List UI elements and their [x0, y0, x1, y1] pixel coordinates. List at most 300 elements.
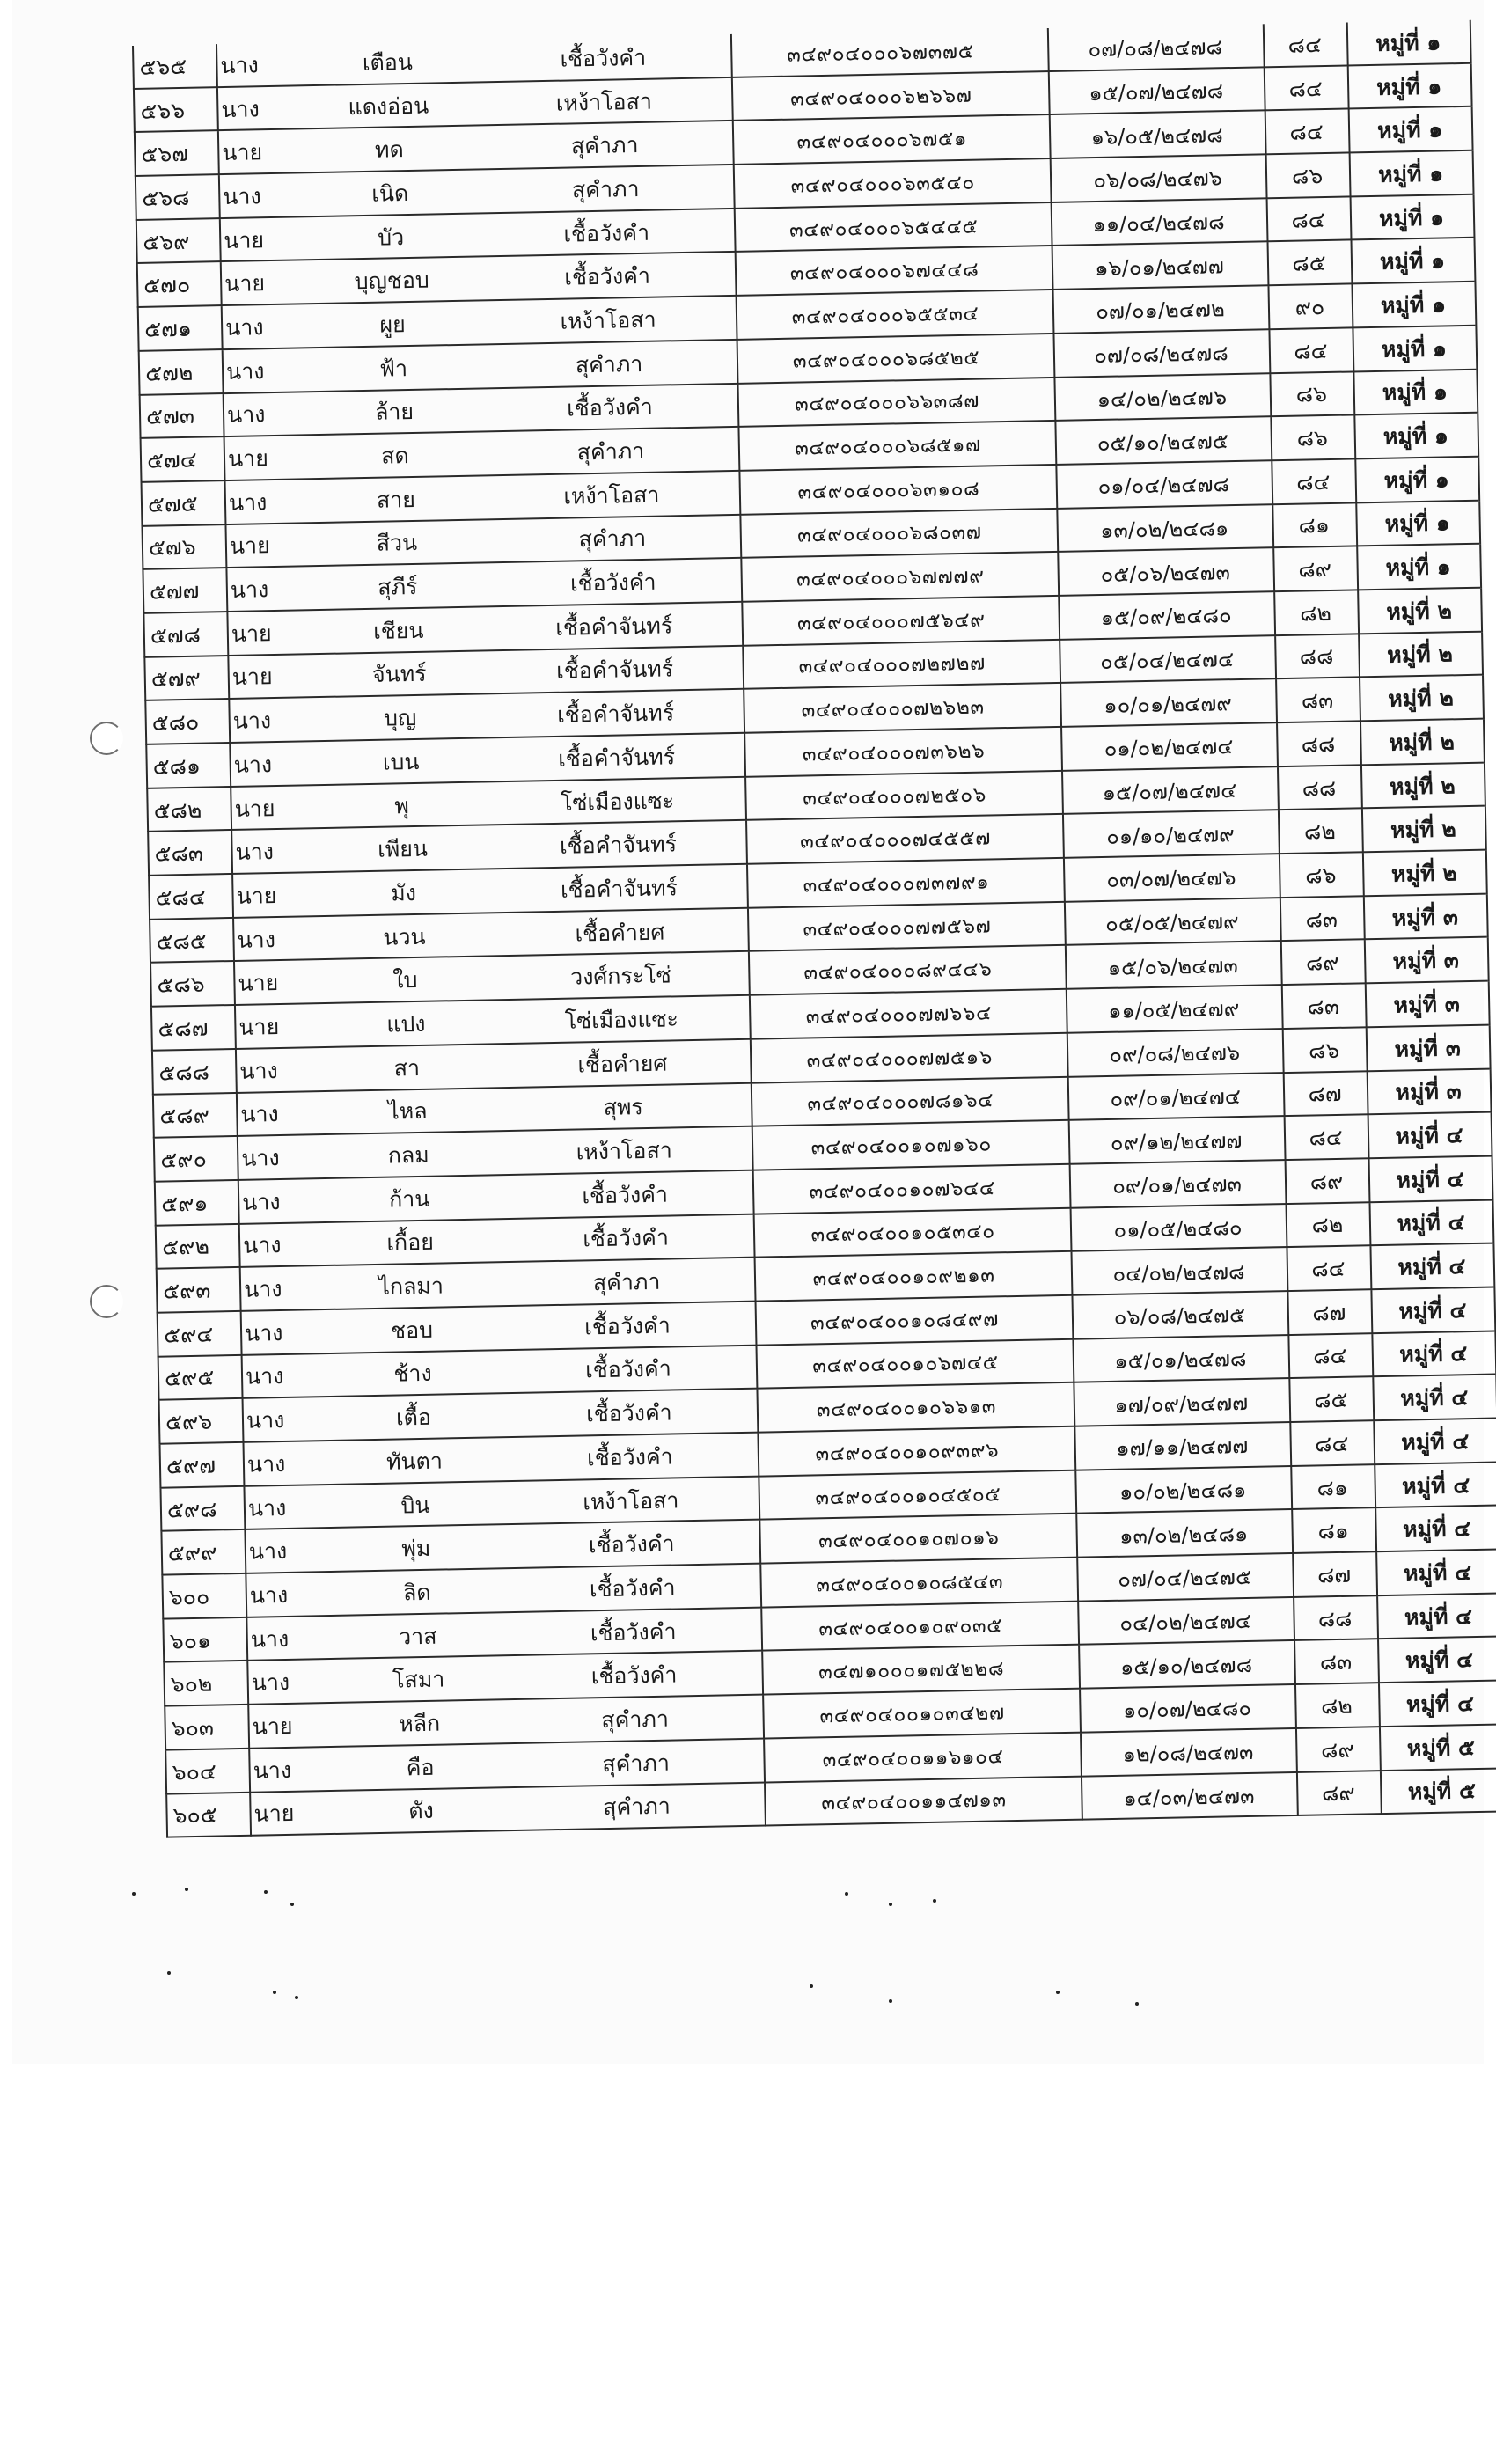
village-cell: หมู่ที่ ๒: [1387, 685, 1455, 712]
first-name-cell: ช้าง: [393, 1360, 432, 1388]
first-name-cell: ลิด: [402, 1579, 431, 1606]
last-name-cell: สุคำภา: [602, 1793, 671, 1821]
column-rule: [235, 1050, 238, 1094]
column-rule: [1486, 894, 1489, 938]
column-rule: [160, 1532, 163, 1576]
title-cell: นาง: [241, 1145, 280, 1171]
last-name-cell: เชื้อคำจันทร์: [560, 875, 678, 903]
column-rule: [1484, 763, 1486, 807]
row-number-cell: ๕๘๒: [153, 796, 202, 824]
first-name-cell: บุญชอบ: [354, 267, 429, 295]
column-rule: [154, 1183, 157, 1227]
id-number-cell: ๓๔๙๐๔๐๐๐๗๗๕๑๖: [806, 1045, 994, 1073]
column-rule: [144, 701, 147, 745]
title-cell: นาย: [252, 1712, 293, 1740]
title-cell: นาง: [241, 1188, 281, 1215]
id-number-cell: ๓๔๙๐๔๐๐๐๖๗๕๑: [796, 128, 968, 154]
age-cell: ๘๑: [1317, 1517, 1350, 1544]
village-cell: หมู่ที่ ๔: [1395, 1122, 1463, 1149]
last-name-cell: เชื้อวังคำ: [590, 1618, 677, 1646]
village-cell: หมู่ที่ ๒: [1388, 729, 1456, 756]
column-rule: [165, 1794, 168, 1838]
age-cell: ๘๑: [1316, 1474, 1349, 1500]
village-cell: หมู่ที่ ๓: [1395, 1078, 1462, 1106]
age-cell: ๘๙: [1305, 950, 1339, 976]
village-cell: หมู่ที่ ๑: [1379, 247, 1446, 275]
column-rule: [222, 350, 224, 394]
title-cell: นาง: [224, 314, 264, 341]
column-rule: [1488, 982, 1491, 1026]
age-cell: ๘๔: [1295, 468, 1331, 495]
first-name-cell: ตัง: [408, 1798, 435, 1824]
first-name-cell: บิน: [400, 1492, 430, 1518]
row-number-cell: ๖๐๑: [169, 1627, 212, 1654]
row-number-cell: ๕๘๐: [151, 708, 200, 736]
column-rule: [156, 1270, 158, 1314]
punch-hole-upper: [90, 722, 123, 755]
title-cell: นาง: [237, 926, 276, 953]
village-cell: หมู่ที่ ๒: [1386, 641, 1454, 669]
column-rule: [218, 175, 221, 219]
last-name-cell: วงศ์กระโซ่: [569, 962, 671, 990]
column-rule: [1491, 1113, 1493, 1157]
birth-date-cell: ๑๐/๐๗/๒๔๘๐: [1122, 1696, 1252, 1724]
age-cell: ๙๐: [1294, 294, 1325, 320]
title-cell: นาง: [246, 1407, 285, 1434]
age-cell: ๘๔: [1314, 1430, 1349, 1457]
title-cell: นาง: [253, 1756, 292, 1784]
first-name-cell: สด: [380, 443, 410, 469]
title-cell: นาย: [253, 1800, 295, 1828]
row-number-cell: ๕๗๓: [145, 403, 195, 430]
age-cell: ๘๒: [1311, 1212, 1344, 1238]
id-number-cell: ๓๔๙๐๔๐๐๐๗๓๗๙๑: [803, 870, 990, 898]
row-number-cell: ๕๘๓: [154, 840, 204, 867]
birth-date-cell: ๑๖/๐๕/๒๔๗๘: [1090, 121, 1223, 150]
column-rule: [221, 306, 224, 350]
village-cell: หมู่ที่ ๔: [1405, 1690, 1475, 1718]
column-rule: [239, 1268, 242, 1312]
first-name-cell: ฟ้า: [378, 355, 408, 382]
column-rule: [139, 395, 142, 439]
row-number-cell: ๕๗๐: [143, 272, 191, 299]
column-rule: [132, 46, 135, 90]
row-number-cell: ๖๐๔: [172, 1758, 216, 1786]
row-number-cell: ๖๐๕: [172, 1801, 217, 1829]
first-name-cell: พุ: [394, 792, 410, 818]
column-rule: [137, 308, 140, 352]
title-cell: นาง: [249, 1581, 289, 1609]
age-cell: ๘๑: [1298, 512, 1331, 539]
village-cell: หมู่ที่ ๕: [1406, 1734, 1476, 1762]
column-rule: [1487, 938, 1490, 982]
first-name-cell: สาย: [376, 486, 416, 513]
village-cell: หมู่ที่ ๔: [1400, 1427, 1470, 1456]
column-rule: [247, 1705, 250, 1749]
column-rule: [245, 1574, 247, 1618]
title-cell: นาย: [224, 270, 266, 297]
title-cell: นาง: [251, 1669, 290, 1697]
last-name-cell: เชื้อวังคำ: [563, 219, 650, 247]
title-cell: นาง: [247, 1494, 287, 1522]
row-number-cell: ๕๙๕: [164, 1364, 215, 1392]
village-cell: หมู่ที่ ๕: [1407, 1778, 1477, 1805]
row-number-cell: ๕๗๔: [146, 446, 197, 473]
birth-date-cell: ๐๖/๐๘/๒๔๗๖: [1093, 165, 1223, 194]
title-cell: นาง: [233, 751, 273, 778]
title-cell: นาง: [223, 183, 261, 209]
birth-date-cell: ๑๗/๑๑/๒๔๗๗: [1116, 1434, 1249, 1462]
first-name-cell: ทด: [374, 136, 404, 163]
village-cell: หมู่ที่ ๔: [1398, 1340, 1468, 1368]
title-cell: นาง: [248, 1538, 288, 1565]
row-number-cell: ๕๗๘: [150, 621, 202, 649]
village-cell: หมู่ที่ ๔: [1403, 1559, 1472, 1587]
age-cell: ๘๔: [1291, 206, 1325, 233]
village-cell: หมู่ที่ ๑: [1375, 29, 1441, 56]
last-name-cell: เชื้อวังคำ: [583, 1224, 670, 1252]
birth-date-cell: ๑๕/๐๖/๒๔๗๓: [1107, 952, 1238, 980]
column-rule: [220, 263, 223, 307]
title-cell: นาง: [239, 1057, 279, 1084]
village-cell: หมู่ที่ ๓: [1391, 903, 1459, 931]
column-rule: [150, 1008, 153, 1052]
id-number-cell: ๓๔๙๐๔๐๐๑๐๖๖๑๓: [816, 1395, 997, 1422]
first-name-cell: ชอบ: [390, 1316, 434, 1344]
last-name-cell: สุคำภา: [576, 437, 645, 466]
column-rule: [158, 1401, 161, 1445]
village-cell: หมู่ที่ ๑: [1378, 204, 1445, 231]
title-cell: นาย: [227, 445, 269, 473]
age-cell: ๘๖: [1291, 162, 1324, 189]
birth-date-cell: ๑๕/๐๑/๒๔๗๘: [1114, 1346, 1247, 1374]
age-cell: ๘๖: [1304, 862, 1337, 889]
id-number-cell: ๓๔๙๐๔๐๐๐๗๒๗๒๗: [798, 651, 986, 679]
id-number-cell: ๓๔๙๐๔๐๐๐๗๓๖๒๖: [802, 739, 986, 766]
age-cell: ๘๒: [1299, 599, 1332, 627]
id-number-cell: ๓๔๙๐๔๐๐๐๖๘๕๒๕: [792, 346, 980, 373]
id-number-cell: ๓๔๙๐๔๐๐๐๖๘๐๓๗: [796, 520, 982, 547]
column-rule: [225, 568, 228, 612]
first-name-cell: ไกลมา: [378, 1272, 444, 1300]
birth-date-cell: ๐๙/๐๘/๒๔๗๖: [1109, 1040, 1241, 1068]
village-cell: หมู่ที่ ๒: [1386, 598, 1453, 625]
column-rule: [147, 832, 150, 876]
age-cell: ๘๒: [1320, 1692, 1353, 1720]
title-cell: นาย: [238, 1013, 280, 1040]
birth-date-cell: ๑๔/๐๓/๒๔๗๓: [1123, 1783, 1255, 1811]
birth-date-cell: ๐๙/๐๑/๒๔๗๓: [1111, 1171, 1243, 1199]
row-number-cell: ๕๘๗: [158, 1015, 209, 1042]
last-name-cell: เชื้อวังคำ: [590, 1661, 678, 1690]
village-cell: หมู่ที่ ๑: [1383, 466, 1450, 494]
village-cell: หมู่ที่ ๔: [1396, 1165, 1464, 1193]
id-number-cell: ๓๔๙๐๔๐๐๐๗๕๖๔๙: [796, 608, 986, 635]
id-number-cell: ๓๔๙๐๔๐๐๐๖๕๕๓๔: [791, 302, 979, 329]
id-number-cell: ๓๔๙๐๔๐๐๑๐๗๐๑๖: [818, 1526, 1000, 1553]
last-name-cell: เชื้อวังคำ: [566, 394, 654, 422]
id-number-cell: ๓๔๙๐๔๐๐๐๖๖๓๘๗: [794, 389, 980, 416]
first-name-cell: เตื้อ: [395, 1404, 432, 1431]
column-rule: [1482, 676, 1485, 720]
birth-date-cell: ๑๑/๐๕/๒๔๗๙: [1107, 996, 1240, 1024]
id-number-cell: ๓๔๙๐๔๐๐๐๗๗๕๖๗: [803, 914, 992, 942]
column-rule: [242, 1399, 245, 1443]
age-cell: ๘๖: [1295, 381, 1328, 408]
birth-date-cell: ๑๔/๐๒/๒๔๗๖: [1096, 385, 1228, 412]
age-cell: ๘๔: [1288, 75, 1324, 102]
last-name-cell: สุคำภา: [571, 175, 640, 203]
birth-date-cell: ๑๒/๐๘/๒๔๗๓: [1122, 1740, 1254, 1767]
birth-date-cell: ๑๐/๐๑/๒๔๗๙: [1104, 690, 1233, 718]
column-rule: [223, 394, 225, 438]
birth-date-cell: ๐๗/๐๘/๒๔๗๘: [1088, 34, 1223, 62]
village-cell: หมู่ที่ ๔: [1398, 1296, 1467, 1324]
column-rule: [249, 1793, 252, 1837]
age-cell: ๘๔: [1294, 337, 1328, 364]
title-cell: นาง: [245, 1363, 284, 1390]
first-name-cell: มัง: [390, 879, 417, 906]
birth-date-cell: ๐๑/๐๔/๒๔๗๘: [1097, 472, 1230, 500]
first-name-cell: เกื้อย: [386, 1229, 435, 1257]
birth-date-cell: ๐๕/๐๔/๒๔๗๔: [1099, 647, 1235, 674]
title-cell: นาย: [222, 139, 263, 166]
column-rule: [224, 525, 227, 569]
village-cell: หมู่ที่ ๑: [1377, 160, 1444, 187]
column-rule: [243, 1443, 246, 1487]
last-name-cell: เชื้อวังคำ: [582, 1181, 669, 1209]
id-number-cell: ๓๔๙๐๔๐๐๐๗๗๖๖๔: [805, 1001, 993, 1029]
id-number-cell: ๓๔๙๐๔๐๐๑๐๖๗๔๕: [812, 1351, 999, 1378]
last-name-cell: สุคำภา: [578, 525, 647, 553]
column-rule: [141, 526, 143, 570]
last-name-cell: สุพร: [603, 1094, 644, 1121]
column-rule: [219, 219, 222, 263]
birth-date-cell: ๑๓/๐๒/๒๔๘๑: [1099, 516, 1229, 543]
row-number-cell: ๕๗๙: [150, 665, 202, 693]
id-number-cell: ๓๔๙๐๔๐๐๐๖๗๔๔๘: [789, 258, 979, 285]
first-name-cell: ล้าย: [374, 399, 414, 426]
last-name-cell: เชื้อวังคำ: [564, 263, 651, 290]
column-rule: [138, 352, 141, 396]
birth-date-cell: ๑๗/๐๙/๒๔๗๗: [1114, 1390, 1249, 1418]
first-name-cell: ผูย: [379, 312, 407, 338]
birth-date-cell: ๑๕/๐๗/๒๔๗๘: [1089, 78, 1224, 106]
village-cell: หมู่ที่ ๔: [1401, 1471, 1470, 1500]
title-cell: นาง: [246, 1450, 286, 1478]
row-number-cell: ๕๙๓: [162, 1277, 211, 1304]
id-number-cell: ๓๔๙๐๔๐๐๑๐๗๖๔๔: [809, 1177, 996, 1204]
village-cell: หมู่ที่ ๔: [1399, 1384, 1469, 1412]
column-rule: [243, 1487, 246, 1531]
last-name-cell: เชื้อวังคำ: [560, 44, 647, 72]
last-name-cell: เหง้าโอสา: [555, 88, 653, 116]
column-rule: [246, 1661, 249, 1705]
birth-date-cell: ๐๔/๐๒/๒๔๗๔: [1119, 1609, 1252, 1636]
last-name-cell: เชื้อวังคำ: [589, 1574, 676, 1602]
column-rule: [141, 483, 143, 527]
column-rule: [150, 964, 152, 1008]
first-name-cell: ทันตา: [385, 1448, 444, 1475]
age-cell: ๘๓: [1301, 687, 1334, 714]
column-rule: [238, 1224, 241, 1268]
column-rule: [134, 133, 136, 177]
column-rule: [159, 1488, 162, 1532]
age-cell: ๘๕: [1292, 250, 1326, 277]
last-name-cell: เชื้อคำจันทร์: [556, 700, 675, 729]
title-cell: นาย: [231, 664, 273, 691]
row-number-cell: ๕๘๙: [159, 1102, 210, 1129]
village-cell: หมู่ที่ ๔: [1397, 1253, 1466, 1280]
birth-date-cell: ๐๓/๐๗/๒๔๗๖: [1106, 865, 1236, 893]
birth-date-cell: ๐๖/๐๘/๒๔๗๕: [1113, 1302, 1246, 1331]
last-name-cell: สุคำภา: [575, 350, 643, 378]
row-number-cell: ๕๗๑: [143, 315, 193, 342]
age-cell: ๘๔: [1309, 1124, 1343, 1151]
row-number-cell: ๖๐๓: [171, 1714, 215, 1742]
row-number-cell: ๕๖๕: [139, 53, 187, 80]
title-cell: นาง: [242, 1232, 282, 1259]
village-cell: หมู่ที่ ๑: [1385, 554, 1451, 581]
punch-hole-lower: [90, 1285, 123, 1318]
age-cell: ๘๔: [1289, 119, 1324, 145]
first-name-cell: ไหล: [387, 1098, 428, 1125]
age-cell: ๘๔: [1287, 31, 1323, 58]
column-rule: [142, 570, 144, 614]
last-name-cell: สุคำภา: [601, 1705, 670, 1734]
village-cell: หมู่ที่ ๑: [1382, 422, 1449, 450]
age-cell: ๘๔: [1311, 1255, 1346, 1282]
column-rule: [165, 1750, 167, 1794]
id-number-cell: ๓๔๙๐๔๐๐๑๐๓๔๒๗: [819, 1701, 1005, 1728]
column-rule: [238, 1181, 240, 1225]
birth-date-cell: ๑๖/๐๑/๒๔๗๗: [1094, 253, 1225, 281]
column-rule: [236, 1093, 238, 1137]
row-number-cell: ๕๙๐: [160, 1146, 208, 1173]
birth-date-cell: ๐๕/๑๐/๒๔๗๕: [1096, 428, 1229, 456]
age-cell: ๘๘: [1302, 774, 1337, 802]
birth-date-cell: ๑๕/๐๗/๒๔๗๔: [1102, 778, 1237, 806]
first-name-cell: กลม: [387, 1141, 430, 1169]
column-rule: [1485, 807, 1487, 851]
age-cell: ๘๖: [1296, 425, 1329, 451]
last-name-cell: โซ่เมืองแซะ: [564, 1006, 679, 1034]
birth-date-cell: ๐๙/๑๒/๒๔๗๗: [1110, 1127, 1243, 1155]
first-name-cell: โสมา: [392, 1666, 445, 1693]
first-name-cell: บุญ: [383, 705, 417, 731]
title-cell: นาง: [235, 839, 275, 866]
village-cell: หมู่ที่ ๒: [1389, 772, 1456, 800]
id-number-cell: ๓๔๙๐๔๐๐๐๖๒๖๖๗: [789, 84, 972, 111]
last-name-cell: เชื้อคำจันทร์: [555, 656, 674, 685]
column-rule: [145, 745, 148, 789]
first-name-cell: ใบ: [392, 967, 418, 994]
row-number-cell: ๕๘๑: [152, 752, 202, 780]
first-name-cell: เบน: [382, 748, 420, 775]
id-number-cell: ๓๔๙๐๔๐๐๑๐๙๓๙๖: [815, 1439, 1000, 1466]
row-number-cell: ๕๙๔: [163, 1321, 214, 1348]
village-cell: หมู่ที่ ๔: [1404, 1602, 1473, 1631]
age-cell: ๘๒: [1303, 818, 1337, 845]
first-name-cell: เพียน: [377, 835, 429, 863]
last-name-cell: เชื้อวังคำ: [569, 568, 656, 597]
last-name-cell: โซ่เมืองแซะ: [560, 787, 675, 816]
last-name-cell: เชื้อคำยศ: [575, 919, 665, 947]
column-rule: [224, 437, 226, 481]
column-rule: [216, 88, 219, 132]
column-rule: [232, 919, 235, 963]
title-cell: นาง: [244, 1319, 283, 1346]
column-rule: [224, 481, 227, 525]
column-rule: [151, 1052, 154, 1096]
birth-date-cell: ๐๔/๐๒/๒๔๗๘: [1112, 1258, 1245, 1287]
column-rule: [158, 1357, 160, 1401]
birth-date-cell: ๐๗/๐๔/๒๔๗๕: [1117, 1565, 1252, 1593]
row-number-cell: ๕๗๗: [149, 577, 200, 605]
age-cell: ๘๖: [1308, 1037, 1340, 1064]
age-cell: ๘๙: [1309, 1168, 1344, 1195]
last-name-cell: สุคำภา: [602, 1749, 671, 1777]
title-cell: นาง: [250, 1625, 290, 1653]
column-rule: [148, 876, 150, 920]
id-number-cell: ๓๔๙๐๔๐๐๐๖๕๔๔๕: [788, 215, 979, 242]
age-cell: ๘๘: [1317, 1605, 1353, 1632]
column-rule: [244, 1530, 246, 1574]
last-name-cell: เหง้าโอสา: [576, 1137, 672, 1165]
first-name-cell: เนิด: [371, 180, 409, 207]
row-number-cell: ๕๙๘: [166, 1495, 217, 1523]
row-number-cell: ๕๙๙: [167, 1539, 217, 1566]
age-cell: ๘๓: [1307, 993, 1340, 1020]
first-name-cell: เชียน: [372, 617, 424, 644]
elderly-list-table: [132, 23, 1477, 1838]
birth-date-cell: ๐๑/๐๒/๒๔๗๔: [1104, 734, 1234, 762]
column-rule: [155, 1226, 158, 1270]
age-cell: ๘๗: [1312, 1299, 1346, 1326]
title-cell: นาย: [231, 620, 272, 647]
column-rule: [140, 439, 143, 483]
first-name-cell: นวน: [383, 923, 426, 950]
age-cell: ๘๙: [1298, 556, 1332, 583]
age-cell: ๘๕: [1313, 1386, 1348, 1413]
column-rule: [231, 875, 234, 919]
id-number-cell: ๓๔๙๐๔๐๐๑๐๙๐๓๕: [818, 1613, 1003, 1640]
village-cell: หมู่ที่ ๒: [1390, 860, 1457, 887]
id-number-cell: ๓๔๗๑๐๐๐๑๗๕๒๒๘: [818, 1657, 1005, 1684]
title-cell: นาง: [221, 95, 260, 122]
village-cell: หมู่ที่ ๔: [1404, 1646, 1474, 1674]
id-number-cell: ๓๔๙๐๔๐๐๐๗๒๖๒๓: [801, 695, 985, 722]
id-number-cell: ๓๔๙๐๔๐๐๑๑๖๑๐๔: [822, 1745, 1004, 1771]
id-number-cell: ๓๔๙๐๔๐๐๐๗๘๑๖๔: [807, 1089, 994, 1116]
row-number-cell: ๕๙๒: [161, 1233, 210, 1260]
id-number-cell: ๓๔๙๐๔๐๐๑๑๔๗๑๓: [821, 1788, 1007, 1815]
id-number-cell: ๓๔๙๐๔๐๐๐๗๔๕๕๗: [799, 826, 992, 854]
column-rule: [133, 90, 136, 134]
column-rule: [229, 744, 231, 788]
birth-date-cell: ๑๐/๐๒/๒๔๘๑: [1118, 1478, 1247, 1505]
first-name-cell: สา: [393, 1054, 421, 1082]
first-name-cell: เตือน: [362, 48, 414, 76]
column-rule: [230, 788, 232, 832]
column-rule: [153, 1139, 156, 1183]
village-cell: หมู่ที่ ๓: [1393, 991, 1461, 1018]
village-cell: หมู่ที่ ๑: [1384, 510, 1450, 538]
column-rule: [228, 700, 231, 744]
column-rule: [1490, 1069, 1492, 1113]
column-rule: [136, 221, 138, 265]
first-name-cell: สีวน: [376, 530, 418, 557]
